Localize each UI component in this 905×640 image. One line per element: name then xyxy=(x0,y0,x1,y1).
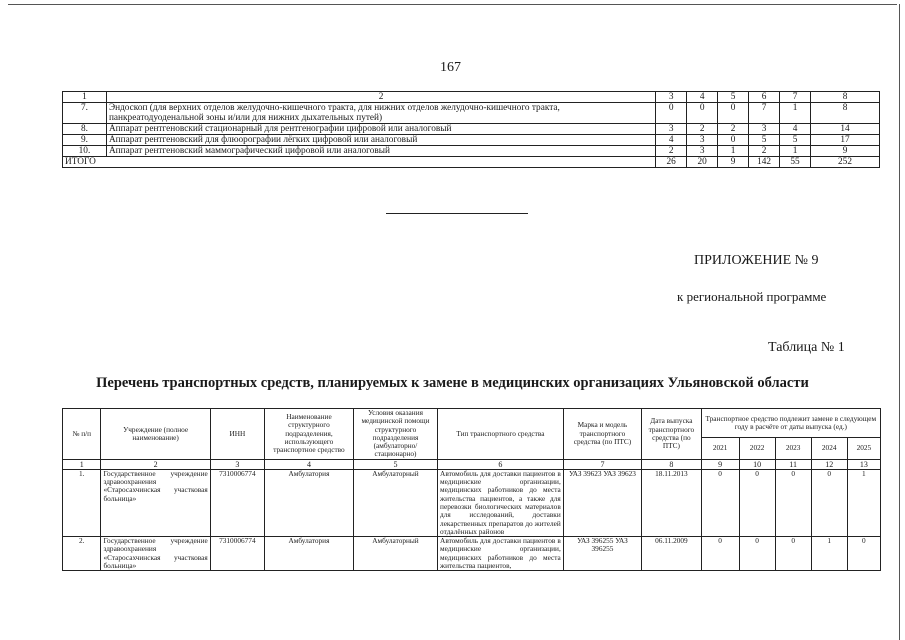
inn-cell: 7310006774 xyxy=(210,537,264,571)
vehicle-type-cell: Автомобиль для доставки пациентов в медицинские организации, медицинских работников до места жительства пациентов, а также для перевозки биологических материалов для исследований, доставки лекарственных препаратов до жителей отдалённых районов xyxy=(438,469,564,536)
appendix-subtitle: к региональной программе xyxy=(677,289,827,304)
year-value: 0 xyxy=(847,537,880,571)
total-label: ИТОГО xyxy=(63,157,656,168)
value-cell: 3 xyxy=(687,135,718,146)
header-cell: 2 xyxy=(106,92,655,103)
header-year: 2025 xyxy=(847,438,880,460)
value-cell: 17 xyxy=(811,135,880,146)
total-cell: 142 xyxy=(749,157,780,168)
row-number: 1. xyxy=(63,469,101,536)
table-row xyxy=(63,103,880,124)
header-model: Марка и модель транспортного средства (по ПТС) xyxy=(563,409,641,460)
value-cell: 0 xyxy=(656,103,687,124)
value-cell: 3 xyxy=(656,124,687,135)
year-value: 0 xyxy=(775,469,811,536)
index-cell: 1 xyxy=(63,459,101,469)
year-value: 1 xyxy=(811,537,847,571)
value-cell: 14 xyxy=(811,124,880,135)
table-row xyxy=(63,146,880,157)
value-cell: 3 xyxy=(687,146,718,157)
total-cell: 9 xyxy=(718,157,749,168)
index-cell: 9 xyxy=(701,459,739,469)
value-cell: 8 xyxy=(811,103,880,124)
value-cell: 5 xyxy=(780,135,811,146)
value-cell: 2 xyxy=(749,146,780,157)
header-replacement: Транспортное средство подлежит замене в следующем году в расчёте от даты выпуска (ед.) xyxy=(701,409,880,438)
header-num: № п/п xyxy=(63,409,101,460)
vehicle-type-cell: Автомобиль для доставки пациентов в медицинские организации, медицинских работников до места жительства пациентов, xyxy=(438,537,564,571)
appendix-title: ПРИЛОЖЕНИЕ № 9 xyxy=(694,253,819,268)
header-year: 2022 xyxy=(739,438,775,460)
value-cell: 0 xyxy=(718,103,749,124)
column-index-row xyxy=(63,459,881,469)
separator-line xyxy=(386,213,528,214)
header-cell: 3 xyxy=(656,92,687,103)
page-frame-right xyxy=(899,4,900,640)
row-number: 9. xyxy=(63,135,107,146)
equipment-name: Эндоскоп (для верхних отделов желудочно-кишечного тракта, для нижних отделов желудочно-кишечного тракта, панкреатодуоденальной зоны и/или для нижних дыхательных путей) xyxy=(106,103,655,124)
index-cell: 11 xyxy=(775,459,811,469)
value-cell: 1 xyxy=(780,103,811,124)
index-cell: 7 xyxy=(563,459,641,469)
value-cell: 0 xyxy=(718,135,749,146)
value-cell: 1 xyxy=(780,146,811,157)
unit-cell: Амбулатория xyxy=(264,537,353,571)
header-institution: Учреждение (полное наименование) xyxy=(101,409,210,460)
header-conditions: Условия оказания медицинской помощи структурного подразделения (амбулаторно/ стационарно) xyxy=(353,409,437,460)
index-cell: 5 xyxy=(353,459,437,469)
model-cell: УАЗ 396255 УАЗ 396255 xyxy=(563,537,641,571)
year-value: 0 xyxy=(739,469,775,536)
page-frame-top xyxy=(8,4,897,5)
header-type: Тип транспортного средства xyxy=(438,409,564,460)
table-row xyxy=(63,135,880,146)
page-number: 167 xyxy=(440,60,461,75)
unit-cell: Амбулатория xyxy=(264,469,353,536)
value-cell: 2 xyxy=(656,146,687,157)
total-cell: 55 xyxy=(780,157,811,168)
row-number: 10. xyxy=(63,146,107,157)
index-cell: 6 xyxy=(438,459,564,469)
date-cell: 18.11.2013 xyxy=(642,469,701,536)
table-row xyxy=(63,469,881,536)
table-header-row xyxy=(63,409,881,438)
year-value: 0 xyxy=(701,469,739,536)
year-value: 0 xyxy=(739,537,775,571)
value-cell: 1 xyxy=(718,146,749,157)
date-cell: 06.11.2009 xyxy=(642,537,701,571)
value-cell: 0 xyxy=(687,103,718,124)
value-cell: 2 xyxy=(687,124,718,135)
equipment-table xyxy=(62,91,880,168)
year-value: 0 xyxy=(775,537,811,571)
row-number: 7. xyxy=(63,103,107,124)
table-heading: Перечень транспортных средств, планируемых к замене в медицинских организациях Ульяновской области xyxy=(96,375,809,391)
total-cell: 20 xyxy=(687,157,718,168)
index-cell: 10 xyxy=(739,459,775,469)
row-number: 8. xyxy=(63,124,107,135)
header-cell: 7 xyxy=(780,92,811,103)
conditions-cell: Амбулаторный xyxy=(353,469,437,536)
table-header-row xyxy=(63,92,880,103)
inn-cell: 7310006774 xyxy=(210,469,264,536)
header-cell: 4 xyxy=(687,92,718,103)
year-value: 0 xyxy=(701,537,739,571)
index-cell: 13 xyxy=(847,459,880,469)
index-cell: 4 xyxy=(264,459,353,469)
institution-cell: Государственное учреждение здравоохранения «Старосахчинская участковая больница» xyxy=(101,537,210,571)
value-cell: 2 xyxy=(718,124,749,135)
equipment-name: Аппарат рентгеновский для флюорографии лёгких цифровой или аналоговый xyxy=(106,135,655,146)
institution-cell: Государственное учреждение здравоохранения «Старосахчинская участковая больница» xyxy=(101,469,210,536)
header-year: 2024 xyxy=(811,438,847,460)
value-cell: 4 xyxy=(780,124,811,135)
year-value: 1 xyxy=(847,469,880,536)
total-row xyxy=(63,157,880,168)
year-value: 0 xyxy=(811,469,847,536)
header-inn: ИНН xyxy=(210,409,264,460)
row-number: 2. xyxy=(63,537,101,571)
model-cell: УАЗ 39623 УАЗ 39623 xyxy=(563,469,641,536)
index-cell: 12 xyxy=(811,459,847,469)
header-year: 2023 xyxy=(775,438,811,460)
table-row xyxy=(63,124,880,135)
total-cell: 26 xyxy=(656,157,687,168)
value-cell: 9 xyxy=(811,146,880,157)
total-cell: 252 xyxy=(811,157,880,168)
header-year: 2021 xyxy=(701,438,739,460)
header-cell: 6 xyxy=(749,92,780,103)
value-cell: 4 xyxy=(656,135,687,146)
header-unit: Наименование структурного подразделения, использующего транспортное средство xyxy=(264,409,353,460)
value-cell: 3 xyxy=(749,124,780,135)
equipment-name: Аппарат рентгеновский маммографический цифровой или аналоговый xyxy=(106,146,655,157)
header-cell: 5 xyxy=(718,92,749,103)
equipment-name: Аппарат рентгеновский стационарный для рентгенографии цифровой или аналоговый xyxy=(106,124,655,135)
header-cell: 1 xyxy=(63,92,107,103)
vehicles-table xyxy=(62,408,881,571)
table-label: Таблица № 1 xyxy=(768,340,845,355)
value-cell: 7 xyxy=(749,103,780,124)
table-row xyxy=(63,537,881,571)
conditions-cell: Амбулаторный xyxy=(353,537,437,571)
header-cell: 8 xyxy=(811,92,880,103)
value-cell: 5 xyxy=(749,135,780,146)
index-cell: 2 xyxy=(101,459,210,469)
index-cell: 8 xyxy=(642,459,701,469)
index-cell: 3 xyxy=(210,459,264,469)
header-release-date: Дата выпуска транспортного средства (по ПТС) xyxy=(642,409,701,460)
